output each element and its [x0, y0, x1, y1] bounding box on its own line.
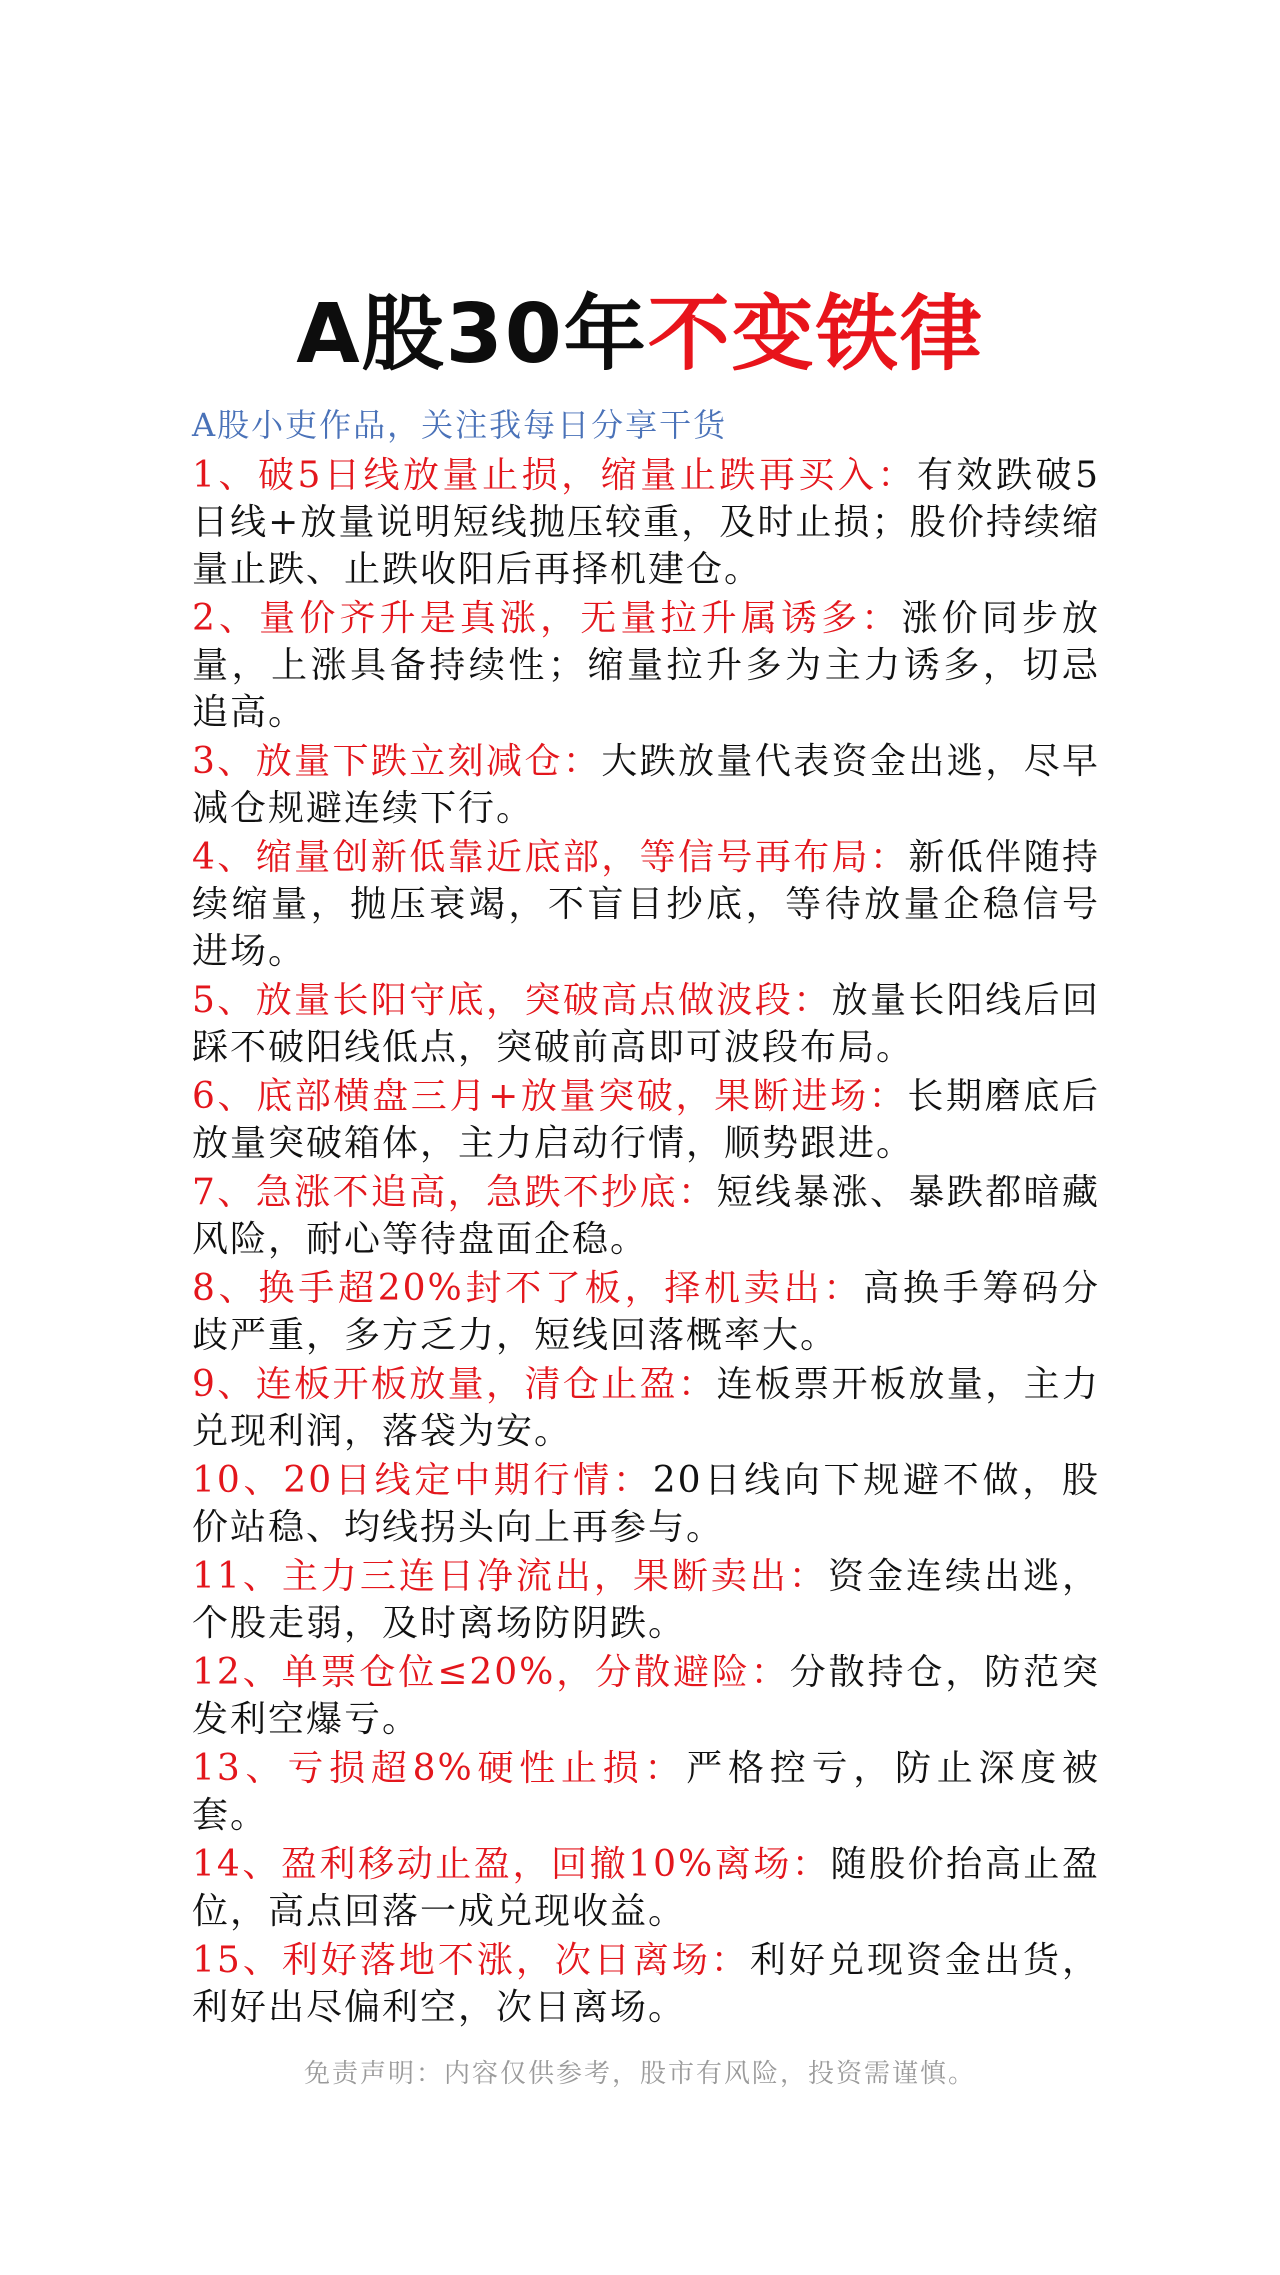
rule-item-12 [192, 1649, 1100, 1743]
rule-heading: 6、底部横盘三月+放量突破，果断进场： [192, 1076, 908, 1117]
rule-heading: 11、主力三连日净流出，果断卖出： [192, 1556, 828, 1597]
rule-description: 大跌放量代表资金出逃，尽早减仓规避连续下行。 [192, 741, 1100, 829]
rule-item-15 [192, 1937, 1100, 2031]
disclaimer-text: 免责声明：内容仅供参考，股市有风险，投资需谨慎。 [303, 2059, 976, 2089]
rule-description: 资金连续出逃，个股走弱，及时离场防阴跌。 [192, 1556, 1100, 1644]
rule-description: 利好兑现资金出货，利好出尽偏利空，次日离场。 [192, 1940, 1100, 2028]
rule-item-1 [192, 452, 1100, 593]
rule-description: 有效跌破5日线+放量说明短线抛压较重，及时止损；股价持续缩量止跌、止跌收阳后再择机建仓。 [192, 455, 1101, 590]
title-red-part: 不变铁律 [647, 287, 984, 382]
rule-item-8 [192, 1265, 1100, 1359]
rule-item-7 [192, 1169, 1100, 1263]
rule-description: 涨价同步放量，上涨具备持续性；缩量拉升多为主力诱多，切忌追高。 [192, 598, 1100, 733]
rule-item-3 [192, 738, 1100, 832]
rule-item-2 [192, 595, 1100, 736]
rule-description: 分散持仓，防范突发利空爆亏。 [192, 1652, 1100, 1740]
rule-heading: 14、盈利移动止盈，回撤10%离场： [192, 1844, 831, 1885]
rule-item-4 [192, 834, 1100, 975]
rule-heading: 15、利好落地不涨，次日离场： [192, 1940, 750, 1981]
rule-description: 长期磨底后放量突破箱体，主力启动行情，顺势跟进。 [192, 1076, 1100, 1164]
rule-heading: 1、破5日线放量止损，缩量止跌再买入： [192, 455, 917, 496]
rule-heading: 4、缩量创新低靠近底部，等信号再布局： [192, 837, 909, 878]
page-title [0, 285, 1280, 385]
rule-heading: 8、换手超20%封不了板，择机卖出： [192, 1268, 864, 1309]
rule-heading: 3、放量下跌立刻减仓： [192, 741, 602, 782]
rule-description: 短线暴涨、暴跌都暗藏风险，耐心等待盘面企稳。 [192, 1172, 1100, 1260]
rule-description: 严格控亏，防止深度被套。 [192, 1748, 1100, 1836]
rule-item-11 [192, 1553, 1100, 1647]
rule-heading: 5、放量长阳守底，突破高点做波段： [192, 980, 832, 1021]
rule-heading: 2、量价齐升是真涨，无量拉升属诱多： [192, 598, 902, 639]
rule-description: 高换手筹码分歧严重，多方乏力，短线回落概率大。 [192, 1268, 1100, 1356]
rule-item-10 [192, 1457, 1100, 1551]
rule-heading: 7、急涨不追高，急跌不抄底： [192, 1172, 717, 1213]
rule-description: 新低伴随持续缩量，抛压衰竭，不盲目抄底，等待放量企稳信号进场。 [192, 837, 1100, 972]
author-subtitle: A股小吏作品，关注我每日分享干货 [192, 406, 728, 444]
content-area [192, 402, 1100, 2033]
rule-description: 随股价抬高止盈位，高点回落一成兑现收益。 [192, 1844, 1100, 1932]
rule-description: 20日线向下规避不做，股价站稳、均线拐头向上再参与。 [192, 1460, 1101, 1548]
rule-item-6 [192, 1073, 1100, 1167]
rule-heading: 12、单票仓位≤20%，分散避险： [192, 1652, 790, 1693]
rule-item-9 [192, 1361, 1100, 1455]
title-black-part: A股30年 [296, 287, 648, 382]
rule-heading: 13、亏损超8%硬性止损： [192, 1748, 687, 1789]
rule-description: 连板票开板放量，主力兑现利润，落袋为安。 [192, 1364, 1100, 1452]
rule-heading: 9、连板开板放量，清仓止盈： [192, 1364, 717, 1405]
rule-description: 放量长阳线后回踩不破阳线低点，突破前高即可波段布局。 [192, 980, 1100, 1068]
rule-item-13 [192, 1745, 1100, 1839]
rule-heading: 10、20日线定中期行情： [192, 1460, 653, 1501]
rule-item-14 [192, 1841, 1100, 1935]
rule-item-5 [192, 977, 1100, 1071]
